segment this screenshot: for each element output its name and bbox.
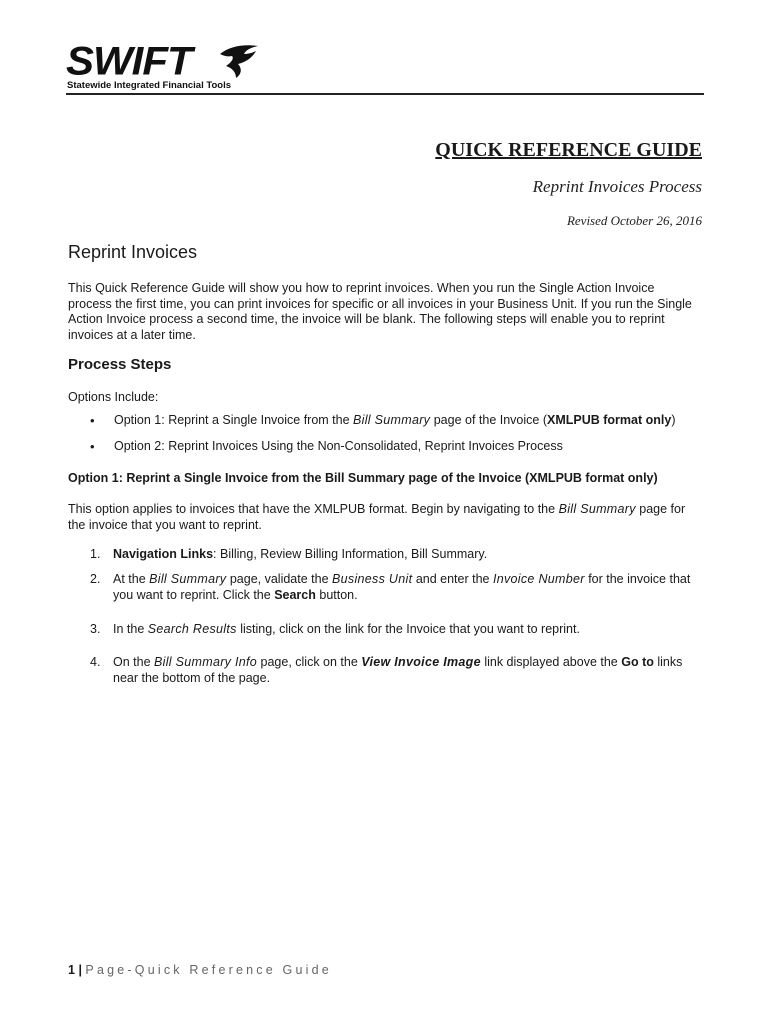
step-text: In the Search Results listing, click on the link for the Invoice that you want to reprint. [113, 622, 580, 636]
step-text: On the Bill Summary Info page, click on the View Invoice Image link displayed above the Go to links near the bottom of the page. [113, 655, 683, 685]
option-2-text: Option 2: Reprint Invoices Using the Non-Consolidated, Reprint Invoices Process [114, 439, 563, 453]
header-divider [66, 93, 704, 95]
page-number: 1 [68, 963, 75, 977]
logo-tagline: Statewide Integrated Financial Tools [67, 80, 231, 91]
intro-paragraph: This Quick Reference Guide will show you how to reprint invoices. When you run the Single Action Invoice process the first time, you can print invoices for specific or all invoices in your Business Unit. If you run the Single Action Invoice process a second time, the invoice will be blank. The following steps will enable you to reprint invoices at a later time. [68, 281, 692, 342]
options-label: Options Include: [68, 390, 159, 404]
bullet-icon: • [90, 439, 95, 454]
step-number: 3. [90, 622, 101, 636]
option-1-text: Option 1: Reprint a Single Invoice from the Bill Summary page of the Invoice (XMLPUB format only) [114, 413, 676, 427]
swift-logo [66, 38, 266, 92]
process-steps-heading: Process Steps [68, 356, 172, 373]
step-number: 2. [90, 572, 101, 586]
step-number: 1. [90, 547, 101, 561]
option-2-bullet [90, 439, 563, 456]
footer-separator: | [78, 963, 82, 977]
option-1-paragraph: This option applies to invoices that have the XMLPUB format. Begin by navigating to the Bill Summary page for the invoice that you want to reprint. [68, 502, 686, 532]
guide-title: QUICK REFERENCE GUIDE [435, 139, 702, 161]
revision-date: Revised October 26, 2016 [566, 213, 702, 228]
page-footer [68, 963, 332, 977]
swallow-bird-icon [218, 44, 260, 80]
step-text: Navigation Links: Billing, Review Billing Information, Bill Summary. [113, 547, 488, 561]
section-heading: Reprint Invoices [68, 242, 198, 262]
option-1-heading: Option 1: Reprint a Single Invoice from the Bill Summary page of the Invoice (XMLPUB format only) [68, 471, 658, 485]
logo-wordmark: SWIFT [66, 38, 192, 83]
step-number: 4. [90, 655, 101, 669]
footer-text: Page-Quick Reference Guide [85, 963, 332, 977]
guide-subtitle: Reprint Invoices Process [532, 177, 702, 196]
step-text: At the Bill Summary page, validate the Business Unit and enter the Invoice Number for the invoice that you want to reprint. Click the Search button. [113, 572, 691, 602]
bullet-icon: • [90, 413, 95, 428]
option-1-bullet [90, 413, 676, 430]
